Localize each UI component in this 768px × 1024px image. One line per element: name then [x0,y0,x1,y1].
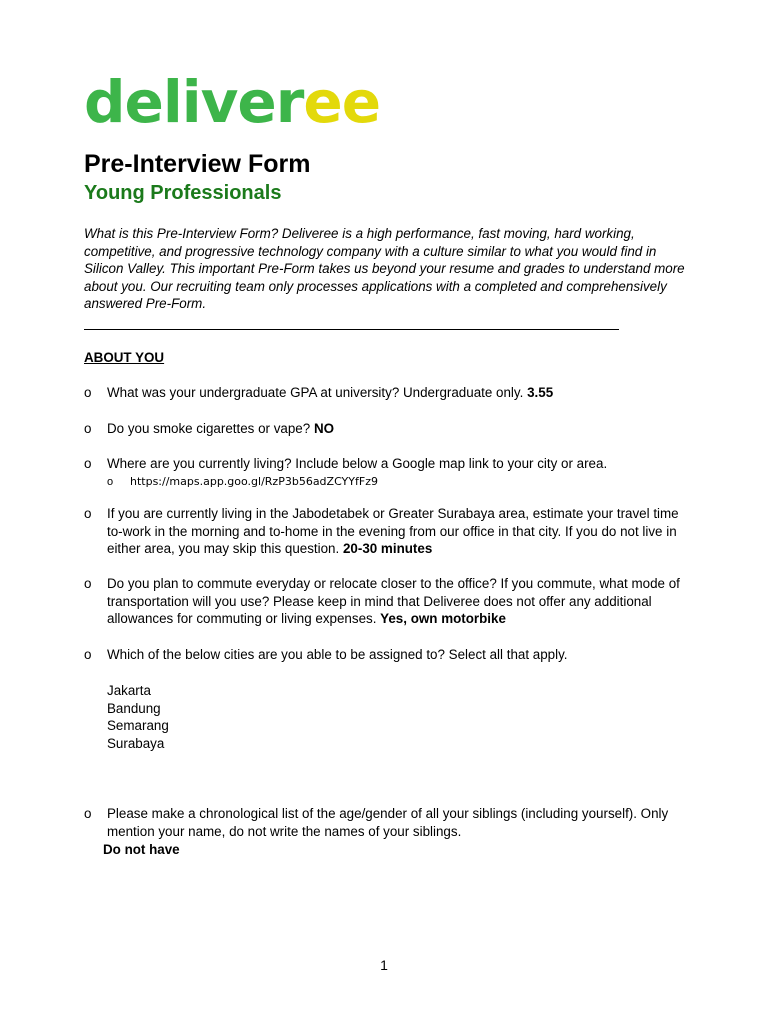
answer-text: Yes, own motorbike [380,611,506,626]
bullet-marker: o [84,806,92,821]
question-text: What was your undergraduate GPA at university? Undergraduate only. [107,385,524,400]
question-text: Do you smoke cigarettes or vape? [107,421,311,436]
question-text: Do you plan to commute everyday or relocate closer to the office? If you commute, what mode of transportation will you use? Please keep in mind that Deliveree does not offer any additional allowances for commuting or living expenses. [107,576,680,626]
page-title: Pre-Interview Form [84,150,311,178]
question-text: If you are currently living in the Jabodetabek or Greater Surabaya area, estimate your travel time to-work in the morning and to-home in the evening from our office in that city. If you do not live in either area, you may skip this question. [107,506,679,556]
city-option: Bandung [107,700,161,716]
answer-text: NO [313,421,335,436]
city-option: Surabaya [107,735,165,751]
city-option: Semarang [107,718,169,733]
logo-wordmark-yellow: ee [303,68,381,136]
intro-paragraph: What is this Pre-Interview Form? Deliveree is a high performance, fast moving, hard working, competitive, and progressive technology company with a culture similar to what you would find in Silicon Valley. This important Pre-Form takes us beyond your resume and grades to understand more about you. Our recruiting team only processes applications with a completed and comprehensively answered Pre-Form. [84,226,685,311]
bullet-marker: o [84,576,92,591]
page-subtitle: Young Professionals [84,182,282,204]
deliveree-logo [84,66,394,138]
bullet-marker: o [84,456,92,471]
section-divider [84,329,619,330]
logo-wordmark [84,66,380,138]
question-text: Where are you currently living? Include below a Google map link to your city or area. [107,456,608,471]
page-number: 1 [380,957,388,973]
bullet-marker: o [84,385,92,400]
bullet-marker: o [107,476,114,488]
question-text: Which of the below cities are you able to be assigned to? Select all that apply. [107,647,568,662]
answer-text: 20-30 minutes [342,541,433,556]
bullet-marker: o [84,647,92,662]
bullet-marker: o [84,506,92,521]
map-link[interactable]: https://maps.app.goo.gl/RzP3b56adZCYYfFz9 [130,475,378,488]
city-options-list [107,682,169,752]
question-text: Please make a chronological list of the age/gender of all your siblings (including yourself). Only mention your name, do not write the names of your siblings. [107,806,669,839]
answer-text: 3.55 [527,385,554,400]
city-option: Jakarta [107,683,151,698]
answer-text: Do not have [103,842,180,857]
logo-wordmark-green: deliver [84,68,304,136]
section-heading: ABOUT YOU [84,350,165,365]
bullet-marker: o [84,421,92,436]
